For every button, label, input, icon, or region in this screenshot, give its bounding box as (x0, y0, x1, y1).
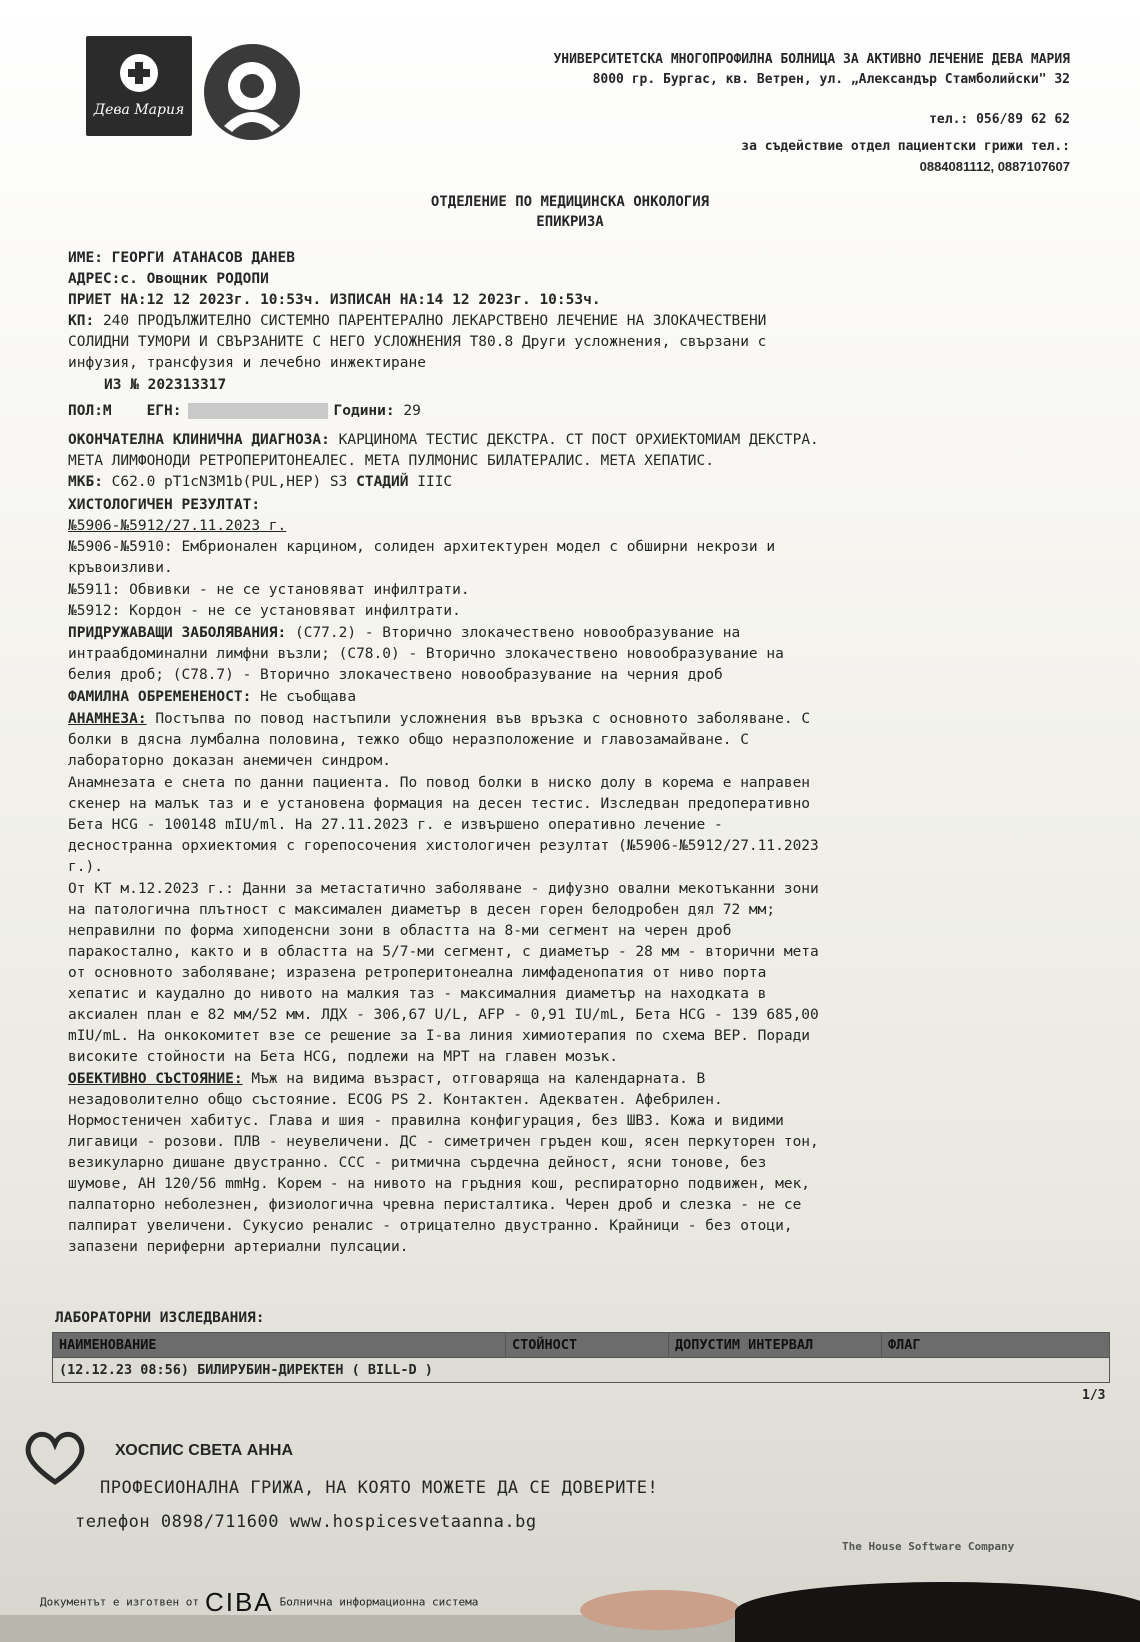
histology-line-4: №5912: Кордон - не се установяват инфилтрати. (68, 603, 461, 619)
discharged-date: 14 12 2023г. 10:53ч. (425, 292, 601, 308)
mkb-line (68, 474, 452, 490)
sex-label: ПОЛ: (68, 403, 103, 419)
history-number: ИЗ № 202313317 (104, 377, 227, 393)
objective-line-1 (68, 1071, 705, 1087)
objective-line-4: лигавици - розови. ПЛВ - неувеличени. ДС - симетричен гръден кош, ясен перкуторен тон, (68, 1134, 819, 1150)
stage-value: IIIC (417, 474, 453, 490)
sex-egn-age-line (68, 403, 421, 419)
hospice-slogan: ПРОФЕСИОНАЛНА ГРИЖА, НА КОЯТО МОЖЕТЕ ДА СЕ ДОВЕРИТЕ! (100, 1478, 659, 1498)
anamnesis-text-1: Постъпва по повод настъпили усложнения във връзка с основното заболяване. С (155, 711, 811, 727)
tnm-code: pT1cN3M1b(PUL,HEP) S3 (164, 474, 348, 490)
diagnosis-line-2: МЕТА ЛИМФОНОДИ РЕТРОПЕРИТОНЕАЛЕС. МЕТА ПУЛМОНИС БИЛАТЕРАЛИС. МЕТА ХЕПАТИС. (68, 453, 715, 469)
comorbid-line-2: интраабдоминални лимфни възли; (C78.0) - Вторично злокачествено новообразувание на (68, 646, 784, 662)
objective-line-3: Нормостеничен хабитус. Глава и шия - правилна конфигурация, без ШВЗ. Кожа и видими (68, 1113, 784, 1129)
hospice-name: ХОСПИС СВЕТА АННА (115, 1442, 294, 1459)
name-label: ИМЕ: (68, 250, 103, 266)
histology-reference: №5906-№5912/27.11.2023 г. (68, 518, 287, 534)
kp-line-3: инфузия, трансфузия и лечебно инжектиране (68, 355, 426, 371)
hospital-logo (86, 36, 192, 136)
age-label: Години: (333, 403, 395, 419)
hair-shadow (735, 1582, 1140, 1642)
patient-name-line (68, 250, 295, 266)
objective-line-7: палпаторно неболезнен, физиологична чревна перисталтика. Черен дроб и слезка - не се (68, 1197, 802, 1213)
anamnesis-line-7: деснострaнна орхиектомия с горепосочения хистологичен резултат (№5906-№5912/27.11.2023 (68, 838, 819, 854)
hospital-logo-text: Дева Мария (93, 102, 185, 118)
kp-text-1: 240 ПРОДЪЛЖИТЕЛНО СИСТЕМНО ПАРЕНТЕРАЛНО ЛЕКАРСТВЕНО ЛЕЧЕНИЕ НА ЗЛОКАЧЕСТВЕНИ (102, 313, 767, 329)
labs-header-flag: ФЛАГ (882, 1333, 1110, 1358)
anamnesis-line-11: неправилни по форма хиподенсни зони в областта на 8-ми сегмент на черен дроб (68, 923, 732, 939)
patient-address-line (68, 271, 269, 287)
objective-line-5: везикуларно дишане двустранно. ССС - ритмична сърдечна дейност, ясни тонове, без (68, 1155, 767, 1171)
objective-line-8: палпират увеличени. Сукусио реналис - отрицателно двустранно. Крайници - без отоци, (68, 1218, 793, 1234)
objective-text-1: Мъж на видима възраст, отговаряща на календарната. В (251, 1071, 706, 1087)
diagnosis-line-1 (68, 432, 819, 448)
information-system: Болнична информационна система (279, 1595, 479, 1609)
comorbid-line-1 (68, 625, 740, 641)
labs-table (52, 1332, 1110, 1383)
labs-header-range: ДОПУСТИМ ИНТЕРВАЛ (669, 1333, 882, 1358)
labs-table-row (53, 1358, 1110, 1383)
anamnesis-line-14: хепатис и каудално до нивото на малкия таз - максималния диаметър на находката в (68, 986, 767, 1002)
anamnesis-line-1 (68, 711, 810, 727)
objective-line-2: незадоволително общо състояние. ECOG PS 2. Контактен. Адекватен. Афебрилен. (68, 1092, 723, 1108)
software-company: The House Software Company (842, 1540, 1015, 1553)
anamnesis-line-9: От КТ м.12.2023 г.: Данни за метастатично заболяване - дифузно овални мекотъканни зони (68, 881, 819, 897)
stage-label: СТАДИЙ (356, 474, 409, 490)
patient-issues-phones: 0884081112, 0887107607 (919, 159, 1070, 174)
comorbid-label: ПРИДРУЖАВАЩИ ЗАБОЛЯВАНИЯ: (68, 625, 287, 641)
anamnesis-line-15: аксиален план е 82 мм/52 мм. ЛДХ - 306,67 U/L, AFP - 0,91 IU/mL, Бета HCG - 139 685,00 (68, 1007, 819, 1023)
objective-line-9: запазени периферни артериални пулсации. (68, 1239, 409, 1255)
diagnosis-label: ОКОНЧАТЕЛНА КЛИНИЧНА ДИАГНОЗА: (68, 432, 330, 448)
comorbid-line-3: белия дроб; (C78.7) - Вторично злокачествено новообразувание на черния дроб (68, 667, 723, 683)
comorbid-text-1: (C77.2) - Вторично злокачествено новообразувание на (294, 625, 741, 641)
anamnesis-line-5: скенер на малък таз и е установена формация на десен тестис. Изследван предоперативно (68, 796, 811, 812)
hospice-heart-icon (22, 1428, 88, 1486)
mkb-label: МКБ: (68, 474, 103, 490)
labs-row-name: (12.12.23 08:56) БИЛИРУБИН-ДИРЕКТЕН ( BILL-D ) (53, 1358, 1110, 1383)
hospital-phone: тел.: 056/89 62 62 (929, 112, 1070, 127)
anamnesis-line-12: паракостално, както и в областта на 5/7-ми сегмент, с диаметър - 28 мм - вторични мета (68, 944, 819, 960)
objective-label: ОБЕКТИВНО СЪСТОЯНИЕ: (68, 1071, 243, 1087)
egn-label: ЕГН: (146, 403, 182, 419)
kp-label: КП: (68, 313, 95, 329)
department-title: ОТДЕЛЕНИЕ ПО МЕДИЦИНСКА ОНКОЛОГИЯ (430, 194, 710, 210)
anamnesis-line-6: Бета HCG - 100148 mIU/ml. На 27.11.2023 г. е извършено оперативно лечение - (68, 817, 723, 833)
patient-issues-label: за съдействие отдел пациентски грижи тел.: (741, 139, 1070, 154)
histology-line-3: №5911: Обвивки - не се установяват инфилтрати. (68, 582, 470, 598)
hospital-emblem-icon (202, 42, 302, 142)
admitted-date: 12 12 2023г. 10:53ч. (146, 292, 322, 308)
kp-line-2: СОЛИДНИ ТУМОРИ И СВЪРЗАНИТЕ С НЕГО УСЛОЖНЕНИЯ Т80.8 Други усложнения, свързани с (68, 334, 767, 350)
medical-cross-icon (120, 54, 158, 92)
prepared-by: Документът е изготвен от (40, 1595, 199, 1609)
mkb-code: C62.0 (111, 474, 156, 490)
family-value: Не съобщава (260, 689, 357, 705)
hospital-address: 8000 гр. Бургас, кв. Ветрен, ул. „Александър Стамболийски" 32 (592, 72, 1070, 87)
hospital-name: УНИВЕРСИТЕТСКА МНОГОПРОФИЛНА БОЛНИЦА ЗА АКТИВНО ЛЕЧЕНИЕ ДЕВА МАРИЯ (553, 52, 1070, 67)
labs-header-value: СТОЙНОСТ (506, 1333, 669, 1358)
discharged-label: ИЗПИСАН НА: (329, 292, 426, 308)
sex-value: М (102, 403, 112, 419)
diagnosis-text-1: КАРЦИНОМА ТЕСТИС ДЕКСТРА. СТ ПОСТ ОРХИЕКТОМИАМ ДЕКСТРА. (338, 432, 819, 448)
objective-line-6: шумове, АН 120/56 mmHg. Корем - на нивото на гръдния кош, респираторно подвижен, мек, (68, 1176, 811, 1192)
anamnesis-line-4: Анамнезата е снета по данни пациента. По повод болки в ниско долу в корема е направен (68, 775, 811, 791)
anamnesis-line-13: от основното заболяване; изразена ретроперитонеална лимфаденопатия от ниво порта (68, 965, 767, 981)
patient-address: с. Овощник РОДОПИ (120, 271, 269, 287)
anamnesis-line-2: болки в дясна лумбална половина, тежко общо неразположение и главозамайване. С (68, 732, 749, 748)
histology-line-1: №5906-№5910: Ембрионален карцином, солиден архитектурен модел с обширни некрози и (68, 539, 776, 555)
hospice-contact: телефон 0898/711600 www.hospicesvetaanna.bg (75, 1512, 537, 1532)
histology-label: ХИСТОЛОГИЧЕН РЕЗУЛТАТ: (68, 497, 261, 513)
anamnesis-line-8: г.). (68, 859, 103, 875)
anamnesis-line-16: mIU/mL. На онкокомитет взе се решение за I-ва линия химиотерапия по схема BEP. Поради (68, 1028, 811, 1044)
kp-line-1 (68, 313, 766, 329)
family-line (68, 689, 356, 705)
document-title: ЕПИКРИЗА (536, 214, 604, 230)
admission-line (68, 292, 601, 308)
admitted-label: ПРИЕТ НА: (68, 292, 147, 308)
anamnesis-label: АНАМНЕЗА: (68, 711, 147, 727)
family-label: ФАМИЛНА ОБРЕМЕНЕНОСТ: (68, 689, 252, 705)
anamnesis-line-3: лабораторно доказан анемичен синдром. (68, 753, 392, 769)
age-value: 29 (403, 403, 421, 419)
patient-name: ГЕОРГИ АТАНАСОВ ДАНЕВ (111, 250, 295, 266)
anamnesis-line-10: на патологична плътност с максимален диаметър в десен горен белодробен дял 72 мм; (68, 902, 776, 918)
address-label: АДРЕС: (68, 271, 121, 287)
page-number: 1/3 (1082, 1388, 1106, 1403)
egn-redacted (188, 403, 328, 419)
labs-table-header (53, 1333, 1110, 1358)
prepared-by-line (40, 1587, 478, 1618)
labs-label: ЛАБОРАТОРНИ ИЗСЛЕДВАНИЯ: (55, 1310, 265, 1326)
finger-shadow (580, 1590, 740, 1630)
histology-line-2: кръвоизливи. (68, 560, 173, 576)
labs-header-name: НАИМЕНОВАНИЕ (53, 1333, 506, 1358)
ciba-logo: CIBA (204, 1587, 274, 1617)
anamnesis-line-17: високите стойности на Бета HCG, подлежи на МРТ на главен мозък. (68, 1049, 618, 1065)
